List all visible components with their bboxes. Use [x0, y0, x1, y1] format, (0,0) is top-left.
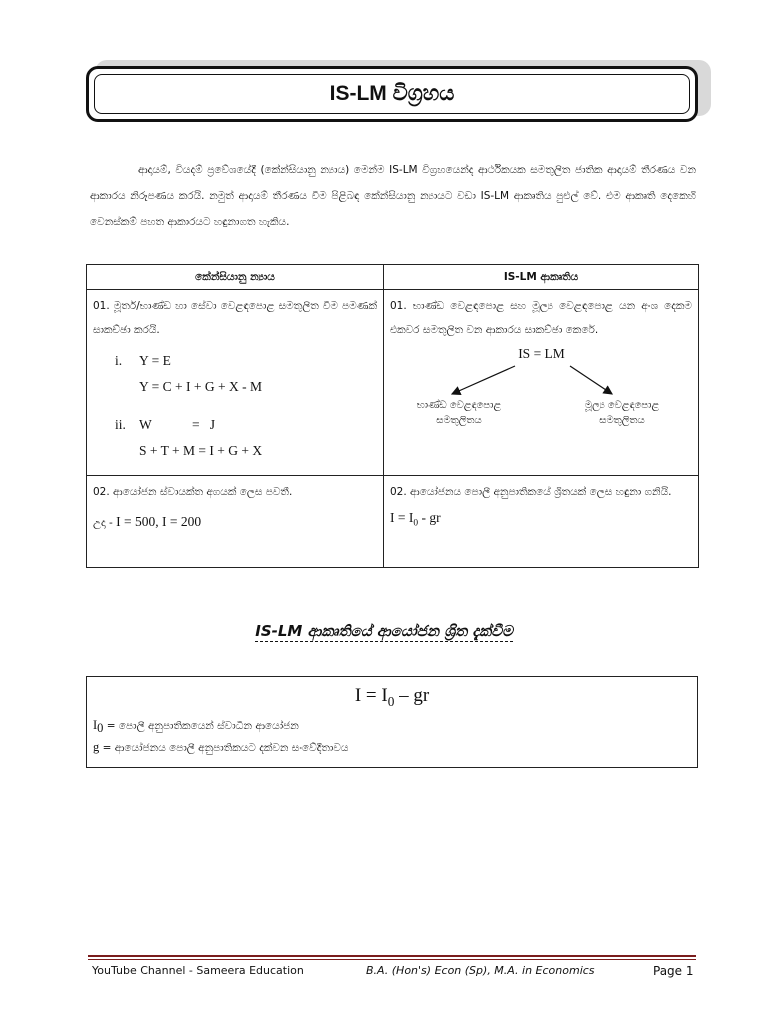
formula-main: [87, 685, 697, 710]
equation-2b: [93, 438, 377, 464]
def2-symbol: g: [93, 739, 100, 754]
section-heading-text: IS-LM ආකෘතියේ ආයෝජන ශ්‍රිත දැක්වීම: [255, 622, 513, 640]
investment-function-main: I = I: [390, 510, 414, 525]
comparison-table: [86, 264, 699, 568]
equation-2a-text: W = J: [139, 417, 215, 432]
title-box: [86, 66, 698, 122]
investment-function-sub: 0: [413, 518, 419, 529]
islm-point-2: 02. ආයෝජනය පොලී අනුපාතිකයේ ශ්‍රිතයක් ලෙස හඳුනා ගනියි.: [390, 486, 672, 498]
diagram-goods-market-label: භාණ්ඩ වෙළඳපොළ සමතුලිතය: [416, 400, 502, 426]
footer-qualifications: B.A. (Hon's) Econ (Sp), M.A. in Economics: [366, 964, 595, 977]
formula-main-sub: 0: [387, 693, 395, 709]
equation-1a: [93, 348, 377, 374]
formula-box: [86, 676, 698, 768]
def2-text: = ආයෝජනය පොලී අනුපාතිකයට දක්වන සංවේදීතාවය: [99, 741, 349, 754]
equation-1b: [93, 374, 377, 400]
islm-cell-2: [384, 476, 699, 568]
example-prefix: උදා -: [93, 517, 113, 529]
keynesian-cell-1: [87, 290, 384, 476]
table-row: [87, 290, 699, 476]
arrow-right: [570, 366, 612, 394]
arrow-left: [452, 366, 515, 394]
equilibrium-diagram: [390, 342, 692, 426]
islm-point-1: 01. භාණ්ඩ වෙළඳපොළ සහ මූල්‍ය වෙළඳපොළ යන අංශ දෙකම එකවර සමතුලිත වන ආකාරය සාකච්ඡා කෙරේ.: [390, 300, 692, 336]
footer-rule: [88, 955, 696, 957]
formula-main-rest: – gr: [394, 685, 430, 706]
table-header-islm: IS-LM ආකෘතිය: [384, 265, 699, 290]
table-header-row: [87, 265, 699, 290]
islm-cell-1: [384, 290, 699, 476]
keynesian-point-2: 02. ආයෝජන ස්වායක්ත අගයක් ලෙස පවතී.: [93, 486, 293, 498]
diagram-is-lm-label: IS = LM: [518, 346, 565, 361]
investment-function-rest: - gr: [418, 510, 441, 525]
definition-autonomous-investment: [93, 716, 697, 738]
diagram-money-market-label: මූල්‍ය වෙළඳපොළ සමතුලිතය: [584, 400, 660, 426]
equation-2a: [93, 412, 377, 438]
equation-1-number: i.: [115, 353, 123, 368]
footer-rule-thin: [88, 959, 696, 960]
def1-text: = පොලී අනුපාතිකයෙන් ස්වාධීන ආයෝජන: [103, 719, 299, 732]
def1-sub: 0: [97, 720, 104, 735]
investment-example: [93, 510, 377, 535]
footer-channel: YouTube Channel - Sameera Education: [92, 964, 304, 977]
example-values: I = 500, I = 200: [116, 514, 202, 529]
keynesian-point-1: 01. මූර්ත/භාණ්ඩ හා සේවා වෙළඳපොළ සමතුලිත වීම පමණක් සාකච්ඡා කරයි.: [93, 300, 377, 336]
page-title: IS-LM විග්‍රහය: [94, 74, 690, 114]
keynesian-cell-2: [87, 476, 384, 568]
table-header-keynesian: කේන්සියානු න්‍යාය: [87, 265, 384, 290]
investment-function: [390, 506, 692, 536]
equation-1a-text: Y = E: [139, 353, 171, 368]
definition-sensitivity: [93, 738, 697, 758]
equation-2b-text: S + T + M = I + G + X: [139, 443, 263, 458]
intro-paragraph: ආදායම්, වියදම් ප්‍රවේශයේදී (කේන්සියානු න්‍යාය) මෙන්ම IS-LM විග්‍රහයෙන්ද ආර්ථිකයක සමතුලිත ජාතික ආදායම් තීරණය වන ආකාරය නිරූපණය කරයි. නමුත් ආදායම් තීරණය වීම පිළිබඳ කේන්සියානු න්‍යායට වඩා IS-LM ආකෘතිය පුළුල් වේ. එම ආකෘති දෙකෙහි වෙනස්කම් පහත ආකාරයට හඳුනාගත හැකිය.: [90, 163, 696, 228]
equation-1b-text: Y = C + I + G + X - M: [139, 379, 262, 394]
section-heading: [0, 622, 768, 640]
def1-symbol: I: [93, 717, 98, 732]
formula-main-lhs: I = I: [354, 685, 388, 706]
table-row: [87, 476, 699, 568]
equation-2-number: ii.: [115, 417, 126, 432]
footer-page-number: Page 1: [653, 964, 694, 978]
